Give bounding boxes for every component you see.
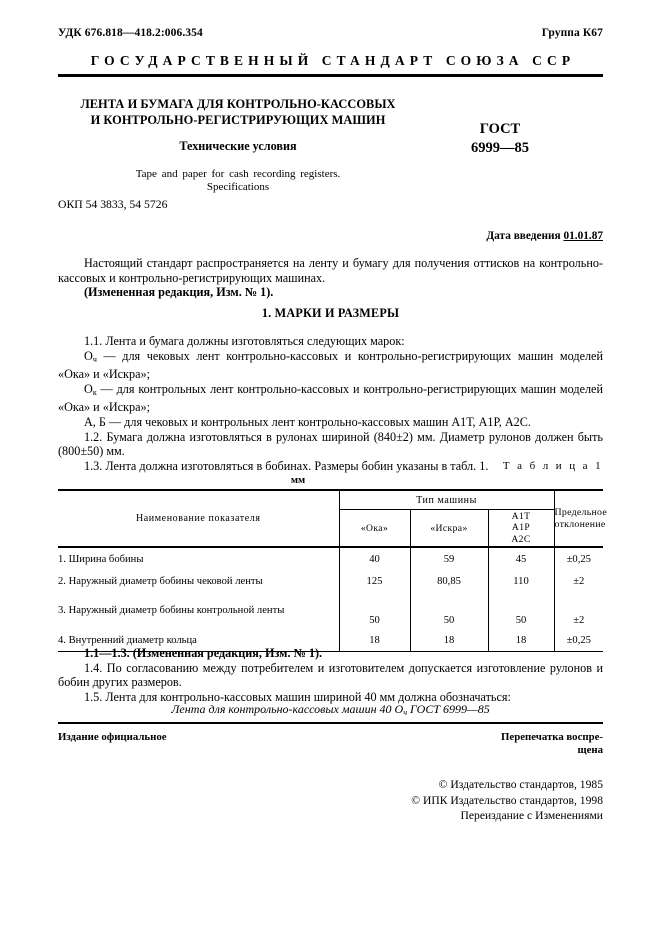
clause-mark-ab: А, Б — для чековых и контрольных лент контрольно-кассовых машин А1Т, А1Р, А2С. — [84, 414, 531, 429]
table-unit: мм — [290, 475, 306, 486]
bobbin-dimensions-table — [58, 489, 608, 652]
intro-paragraph: Настоящий стандарт распространяется на ленту и бумагу для получения оттисков на контрольно-кассовых и контрольно-регистрирующих машинах. — [58, 256, 603, 285]
copyright-block — [203, 777, 603, 824]
document-title — [58, 97, 418, 128]
document-subtitle: Технические условия — [179, 139, 297, 153]
row-4-oka: 18 — [339, 629, 410, 652]
row-3-deviation: ±2 — [554, 592, 603, 629]
th-machine-a1t-line-1: А1Т — [511, 510, 531, 522]
row-3-a1t: 50 — [488, 592, 554, 629]
row-1-a1t: 45 — [488, 547, 554, 570]
gost-number: 6999—85 — [471, 140, 529, 156]
clause-mark-k: $О_к$ — для контрольных лент контрольно-кассовых и контрольно-регистрирующих машин моделей «Ока» и «Искра»; — [58, 381, 603, 415]
mark-k-text: — для контрольных лент контрольно-кассовых и контрольно-регистрирующих машин моделей «Ока» и «Искра»; — [58, 381, 603, 415]
th-machine-iskra: «Искра» — [410, 510, 488, 548]
mark-k-subscript: к — [92, 387, 97, 397]
designation-example — [58, 702, 603, 717]
copyright-line-2: © ИПК Издательство стандартов, 1998 — [411, 793, 603, 807]
clause-1-2: 1.2. Бумага должна изготовляться в рулонах шириной (840±2) мм. Диаметр рулонов должен быть (800±50) мм. — [58, 429, 603, 459]
gost-label: ГОСТ — [479, 121, 521, 137]
footer-official-edition: Издание официальное — [58, 731, 167, 743]
row-2-name: 2. Наружный диаметр бобины чековой ленты — [58, 575, 263, 587]
udk-row — [58, 27, 603, 39]
title-line-2: И КОНТРОЛЬНО-РЕГИСТРИРУЮЩИХ МАШИН — [90, 112, 386, 127]
row-4-iskra: 18 — [410, 629, 488, 652]
row-3-oka: 50 — [339, 592, 410, 629]
row-1-name: 1. Ширина бобины — [58, 547, 339, 570]
udk-code: УДК 676.818—418.2:006.354 — [58, 27, 203, 39]
th-limit-deviation-line-2: отклонение — [554, 518, 606, 530]
row-3-name: 3. Наружный диаметр бобины контрольной ленты — [58, 605, 285, 616]
standard-banner: ГОСУДАРСТВЕННЫЙ СТАНДАРТ СОЮЗА ССР — [90, 53, 576, 68]
table-row — [58, 570, 603, 592]
th-limit-deviation — [554, 490, 608, 547]
footer-reprint-line-2: щена — [577, 744, 603, 756]
copyright-line-1: © Издательство стандартов, 1985 — [438, 778, 603, 791]
mark-ch-text: — для чековых лент контрольно-кассовых и контрольно-регистрирующих машин моделей «Ока» и «Искра»; — [58, 348, 603, 382]
copyright-line-3: Переиздание с Изменениями — [460, 809, 603, 822]
clause-1-3: 1.3. Лента должна изготовляться в бобинах. Размеры бобин указаны в табл. 1. — [84, 458, 489, 473]
designation-subscript: ч — [403, 708, 408, 717]
row-2-iskra: 80,85 — [410, 570, 488, 592]
banner-rule — [58, 74, 603, 77]
designation-part-2: ГОСТ 6999—85 — [407, 702, 490, 716]
th-indicator-name: Наименование показателя — [58, 490, 339, 547]
row-2-a1t: 110 — [488, 570, 554, 592]
footer-rule — [58, 722, 603, 724]
english-title — [58, 168, 418, 194]
row-2-deviation: ±2 — [554, 570, 603, 592]
th-machine-type: Тип машины — [339, 490, 554, 510]
row-4-deviation: ±0,25 — [554, 629, 603, 652]
clause-1-4: 1.4. По согласованию между потребителем и изготовителем допускается изготовление рулонов и бобин других размеров. — [58, 660, 603, 690]
intro-paragraph-block — [58, 256, 603, 300]
table-row — [58, 592, 603, 629]
clause-1-5: 1.5. Лента для контрольно-кассовых машин шириной 40 мм должна обозначаться: — [84, 689, 511, 704]
row-2-oka: 125 — [339, 570, 410, 592]
okp-code: ОКП 54 3833, 54 5726 — [58, 198, 168, 211]
footer-reprint-notice — [473, 731, 603, 757]
intro-revision-note: (Измененная редакция, Изм. № 1). — [84, 285, 274, 300]
gost-number-block — [425, 120, 575, 158]
row-1-oka: 40 — [339, 547, 410, 570]
english-title-line-1: Tape and paper for cash recording registers. — [135, 168, 341, 180]
th-machine-a1t-line-3: А2С — [511, 533, 531, 545]
row-4-name: 4. Внутренний диаметр кольца — [58, 629, 339, 652]
marks-block — [58, 334, 603, 473]
table-header-row-1 — [58, 490, 603, 510]
row-4-a1t: 18 — [488, 629, 554, 652]
th-machine-a1t — [488, 510, 554, 548]
th-machine-a1t-line-2: А1Р — [511, 522, 531, 534]
table-caption: Т а б л и ц а 1 — [502, 460, 603, 472]
row-1-deviation: ±0,25 — [554, 547, 603, 570]
effective-date-value: 01.01.87 — [563, 230, 603, 242]
clause-1-1: 1.1. Лента и бумага должны изготовляться следующих марок: — [84, 334, 405, 348]
row-3-iskra: 50 — [410, 592, 488, 629]
th-limit-deviation-line-1: Предельное — [554, 506, 608, 518]
effective-date-row — [58, 230, 603, 242]
effective-date-label: Дата введения — [486, 230, 561, 242]
designation-part-1: Лента для контрольно-кассовых машин 40 О — [171, 702, 404, 716]
group-code: Группа К67 — [541, 27, 603, 39]
mark-ch-subscript: ч — [92, 354, 97, 364]
row-1-iskra: 59 — [410, 547, 488, 570]
footer-reprint-line-1: Перепечатка воспре- — [501, 731, 603, 743]
title-block — [58, 97, 418, 194]
english-title-line-2: Specifications — [206, 181, 270, 193]
table-row — [58, 547, 603, 570]
after-table-block — [58, 646, 603, 704]
title-line-1: ЛЕНТА И БУМАГА ДЛЯ КОНТРОЛЬНО-КАССОВЫХ — [80, 97, 396, 111]
section-title: 1. МАРКИ И РАЗМЕРЫ — [261, 306, 400, 320]
th-machine-oka: «Ока» — [339, 510, 410, 548]
clause-mark-ch: $О_ч$ — для чековых лент контрольно-кассовых и контрольно-регистрирующих машин моделей «Ока» и «Искра»; — [58, 348, 603, 382]
clause-1-1-1-3-revision: 1.1—1.3. (Измененная редакция, Изм. № 1). — [84, 646, 323, 660]
